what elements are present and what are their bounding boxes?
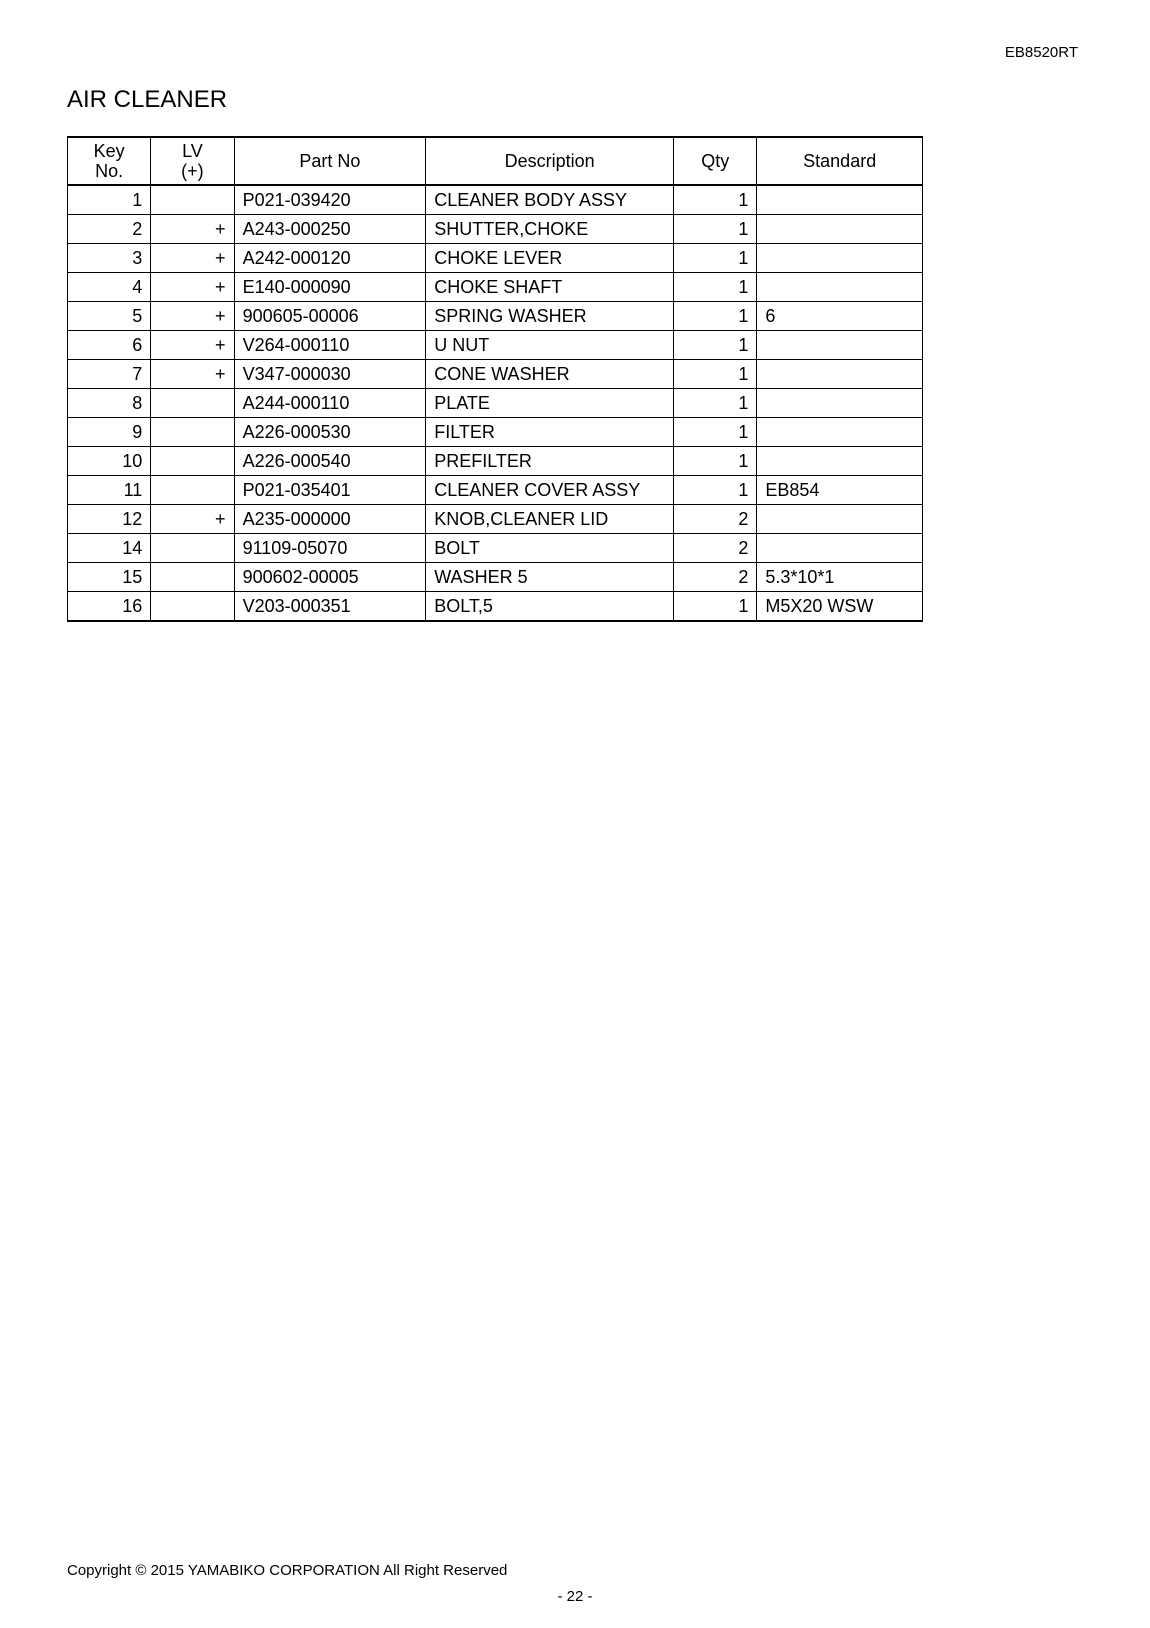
cell-description: PREFILTER bbox=[426, 447, 674, 476]
cell-qty: 1 bbox=[674, 273, 757, 302]
cell-standard bbox=[757, 447, 923, 476]
cell-lv bbox=[151, 592, 234, 622]
column-header-key-line1: Key bbox=[93, 141, 125, 161]
cell-part-no: P021-035401 bbox=[234, 476, 426, 505]
cell-standard bbox=[757, 244, 923, 273]
cell-description: SPRING WASHER bbox=[426, 302, 674, 331]
table-header-row bbox=[68, 137, 923, 185]
cell-key-no: 7 bbox=[68, 360, 151, 389]
cell-lv: + bbox=[151, 244, 234, 273]
cell-key-no: 12 bbox=[68, 505, 151, 534]
cell-lv bbox=[151, 447, 234, 476]
column-header-qty: Qty bbox=[674, 137, 757, 185]
cell-standard: M5X20 WSW bbox=[757, 592, 923, 622]
cell-description: SHUTTER,CHOKE bbox=[426, 215, 674, 244]
cell-part-no: 900602-00005 bbox=[234, 563, 426, 592]
cell-lv bbox=[151, 534, 234, 563]
cell-part-no: V347-000030 bbox=[234, 360, 426, 389]
cell-description: FILTER bbox=[426, 418, 674, 447]
cell-standard bbox=[757, 215, 923, 244]
parts-table bbox=[67, 136, 923, 622]
column-header-key-no bbox=[68, 137, 151, 185]
cell-part-no: V203-000351 bbox=[234, 592, 426, 622]
cell-qty: 1 bbox=[674, 476, 757, 505]
cell-part-no: E140-000090 bbox=[234, 273, 426, 302]
cell-key-no: 9 bbox=[68, 418, 151, 447]
cell-description: CLEANER BODY ASSY bbox=[426, 185, 674, 215]
parts-table-body bbox=[68, 185, 923, 621]
table-row bbox=[68, 592, 923, 622]
table-row bbox=[68, 563, 923, 592]
cell-key-no: 1 bbox=[68, 185, 151, 215]
cell-lv bbox=[151, 418, 234, 447]
column-header-lv bbox=[151, 137, 234, 185]
column-header-part-no: Part No bbox=[234, 137, 426, 185]
table-row bbox=[68, 244, 923, 273]
cell-lv: + bbox=[151, 331, 234, 360]
table-row bbox=[68, 389, 923, 418]
cell-standard bbox=[757, 505, 923, 534]
cell-key-no: 11 bbox=[68, 476, 151, 505]
cell-description: BOLT,5 bbox=[426, 592, 674, 622]
model-code: EB8520RT bbox=[1004, 44, 1078, 61]
cell-description: CLEANER COVER ASSY bbox=[426, 476, 674, 505]
cell-qty: 1 bbox=[674, 389, 757, 418]
cell-key-no: 6 bbox=[68, 331, 151, 360]
cell-key-no: 15 bbox=[68, 563, 151, 592]
cell-key-no: 10 bbox=[68, 447, 151, 476]
cell-standard: 5.3*10*1 bbox=[757, 563, 923, 592]
column-header-description: Description bbox=[426, 137, 674, 185]
cell-qty: 1 bbox=[674, 215, 757, 244]
cell-part-no: A242-000120 bbox=[234, 244, 426, 273]
cell-standard: EB854 bbox=[757, 476, 923, 505]
cell-standard bbox=[757, 273, 923, 302]
cell-key-no: 5 bbox=[68, 302, 151, 331]
cell-lv: + bbox=[151, 302, 234, 331]
cell-qty: 1 bbox=[674, 244, 757, 273]
table-row bbox=[68, 476, 923, 505]
cell-standard bbox=[757, 389, 923, 418]
cell-part-no: 91109-05070 bbox=[234, 534, 426, 563]
table-row bbox=[68, 534, 923, 563]
table-row bbox=[68, 447, 923, 476]
cell-description: BOLT bbox=[426, 534, 674, 563]
cell-standard bbox=[757, 185, 923, 215]
column-header-standard: Standard bbox=[757, 137, 923, 185]
column-header-lv-line2: (+) bbox=[181, 161, 204, 181]
table-row bbox=[68, 505, 923, 534]
cell-standard bbox=[757, 331, 923, 360]
cell-key-no: 2 bbox=[68, 215, 151, 244]
cell-qty: 2 bbox=[674, 563, 757, 592]
cell-key-no: 16 bbox=[68, 592, 151, 622]
cell-lv bbox=[151, 563, 234, 592]
cell-description: WASHER 5 bbox=[426, 563, 674, 592]
cell-qty: 1 bbox=[674, 302, 757, 331]
cell-standard bbox=[757, 360, 923, 389]
cell-part-no: P021-039420 bbox=[234, 185, 426, 215]
cell-part-no: A226-000530 bbox=[234, 418, 426, 447]
table-row bbox=[68, 215, 923, 244]
cell-qty: 2 bbox=[674, 505, 757, 534]
cell-part-no: A244-000110 bbox=[234, 389, 426, 418]
cell-description: U NUT bbox=[426, 331, 674, 360]
cell-key-no: 14 bbox=[68, 534, 151, 563]
cell-standard bbox=[757, 418, 923, 447]
cell-part-no: A226-000540 bbox=[234, 447, 426, 476]
table-row bbox=[68, 331, 923, 360]
table-row bbox=[68, 273, 923, 302]
cell-standard bbox=[757, 534, 923, 563]
cell-lv bbox=[151, 185, 234, 215]
page-number: - 22 - bbox=[557, 1588, 593, 1605]
table-row bbox=[68, 302, 923, 331]
cell-key-no: 4 bbox=[68, 273, 151, 302]
cell-description: CHOKE SHAFT bbox=[426, 273, 674, 302]
cell-qty: 1 bbox=[674, 185, 757, 215]
table-row bbox=[68, 418, 923, 447]
cell-part-no: A235-000000 bbox=[234, 505, 426, 534]
cell-lv: + bbox=[151, 273, 234, 302]
cell-qty: 1 bbox=[674, 447, 757, 476]
column-header-key-line2: No. bbox=[95, 161, 124, 181]
cell-lv bbox=[151, 389, 234, 418]
section-title: AIR CLEANER bbox=[67, 86, 228, 113]
table-row bbox=[68, 185, 923, 215]
cell-qty: 1 bbox=[674, 360, 757, 389]
cell-qty: 1 bbox=[674, 592, 757, 622]
cell-part-no: A243-000250 bbox=[234, 215, 426, 244]
cell-lv bbox=[151, 476, 234, 505]
cell-description: PLATE bbox=[426, 389, 674, 418]
cell-description: CHOKE LEVER bbox=[426, 244, 674, 273]
table-row bbox=[68, 360, 923, 389]
cell-qty: 2 bbox=[674, 534, 757, 563]
cell-description: KNOB,CLEANER LID bbox=[426, 505, 674, 534]
cell-key-no: 3 bbox=[68, 244, 151, 273]
cell-description: CONE WASHER bbox=[426, 360, 674, 389]
cell-lv: + bbox=[151, 505, 234, 534]
cell-standard: 6 bbox=[757, 302, 923, 331]
cell-lv: + bbox=[151, 360, 234, 389]
cell-part-no: 900605-00006 bbox=[234, 302, 426, 331]
copyright-notice: Copyright © 2015 YAMABIKO CORPORATION All Right Reserved bbox=[67, 1562, 508, 1579]
column-header-lv-line1: LV bbox=[182, 141, 203, 161]
cell-key-no: 8 bbox=[68, 389, 151, 418]
cell-part-no: V264-000110 bbox=[234, 331, 426, 360]
cell-lv: + bbox=[151, 215, 234, 244]
cell-qty: 1 bbox=[674, 331, 757, 360]
cell-qty: 1 bbox=[674, 418, 757, 447]
